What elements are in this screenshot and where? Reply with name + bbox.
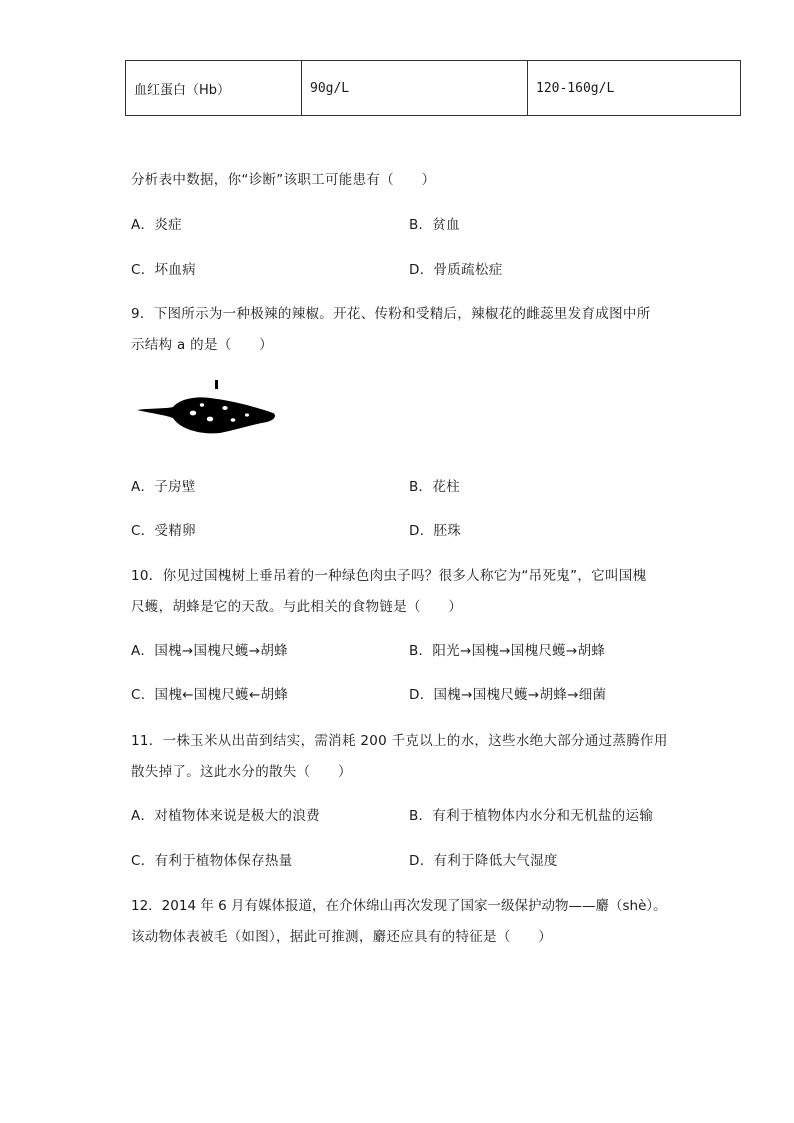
- q12-stem-line2: 该动物体表被毛（如图），据此可推测，麝还应具有的特征是（ ）: [131, 929, 553, 945]
- q11-option-a[interactable]: A．对植物体来说是极大的浪费: [131, 808, 320, 824]
- q10-option-b[interactable]: B．阳光→国槐→国槐尺蠖→胡蜂: [409, 643, 606, 659]
- q8-option-a[interactable]: A．炎症: [131, 217, 182, 233]
- q12-stem-line1: 12．2014 年 6 月有媒体报道，在介休绵山再次发现了国家一级保护动物——麝（shè）。: [131, 898, 667, 914]
- q8-option-b[interactable]: B．贫血: [409, 217, 460, 233]
- q9-option-b[interactable]: B．花柱: [409, 479, 460, 495]
- q11-option-c[interactable]: C．有利于植物体保存热量: [131, 853, 293, 869]
- q9-stem-line1: 9．下图所示为一种极辣的辣椒。开花、传粉和受精后，辣椒花的雌蕊里发育成图中所: [131, 306, 651, 322]
- q9-option-d[interactable]: D．胚珠: [409, 523, 462, 539]
- q10-stem-line1: 10．你见过国槐树上垂吊着的一种绿色肉虫子吗？很多人称它为“吊死鬼”，它叫国槐: [131, 568, 647, 584]
- q9-option-a[interactable]: A．子房壁: [131, 479, 196, 495]
- q8-option-c[interactable]: C．坏血病: [131, 262, 196, 278]
- q11-option-d[interactable]: D．有利于降低大气湿度: [409, 853, 558, 869]
- q10-option-a[interactable]: A．国槐→国槐尺蠖→胡蜂: [131, 643, 288, 659]
- table-cell-measured: 90g/L: [302, 61, 528, 116]
- q11-stem-line2: 散失掉了。这此水分的散失（ ）: [131, 764, 352, 780]
- q11-option-b[interactable]: B．有利于植物体内水分和无机盐的运输: [409, 808, 654, 824]
- q9-option-c[interactable]: C．受精卵: [131, 523, 196, 539]
- chili-pepper-figure: [135, 375, 280, 440]
- q8-option-d[interactable]: D．骨质疏松症: [409, 262, 503, 278]
- table-cell-item: 血红蛋白（Hb）: [126, 61, 302, 116]
- table-cell-normal-range: 120-160g/L: [528, 61, 741, 116]
- blood-test-table: [125, 60, 741, 116]
- q10-option-c[interactable]: C．国槐←国槐尺蠖←胡蜂: [131, 687, 289, 703]
- q8-stem: 分析表中数据，你“诊断”该职工可能患有（ ）: [131, 172, 436, 188]
- q10-stem-line2: 尺蠖，胡蜂是它的天敌。与此相关的食物链是（ ）: [131, 599, 463, 615]
- q11-stem-line1: 11．一株玉米从出苗到结实，需消耗 200 千克以上的水，这些水绝大部分通过蒸腾作用: [131, 733, 668, 749]
- table-row: [126, 61, 741, 116]
- q9-stem-line2: 示结构 a 的是（ ）: [131, 337, 273, 353]
- q10-option-d[interactable]: D．国槐→国槐尺蠖→胡蜂→细菌: [409, 687, 607, 703]
